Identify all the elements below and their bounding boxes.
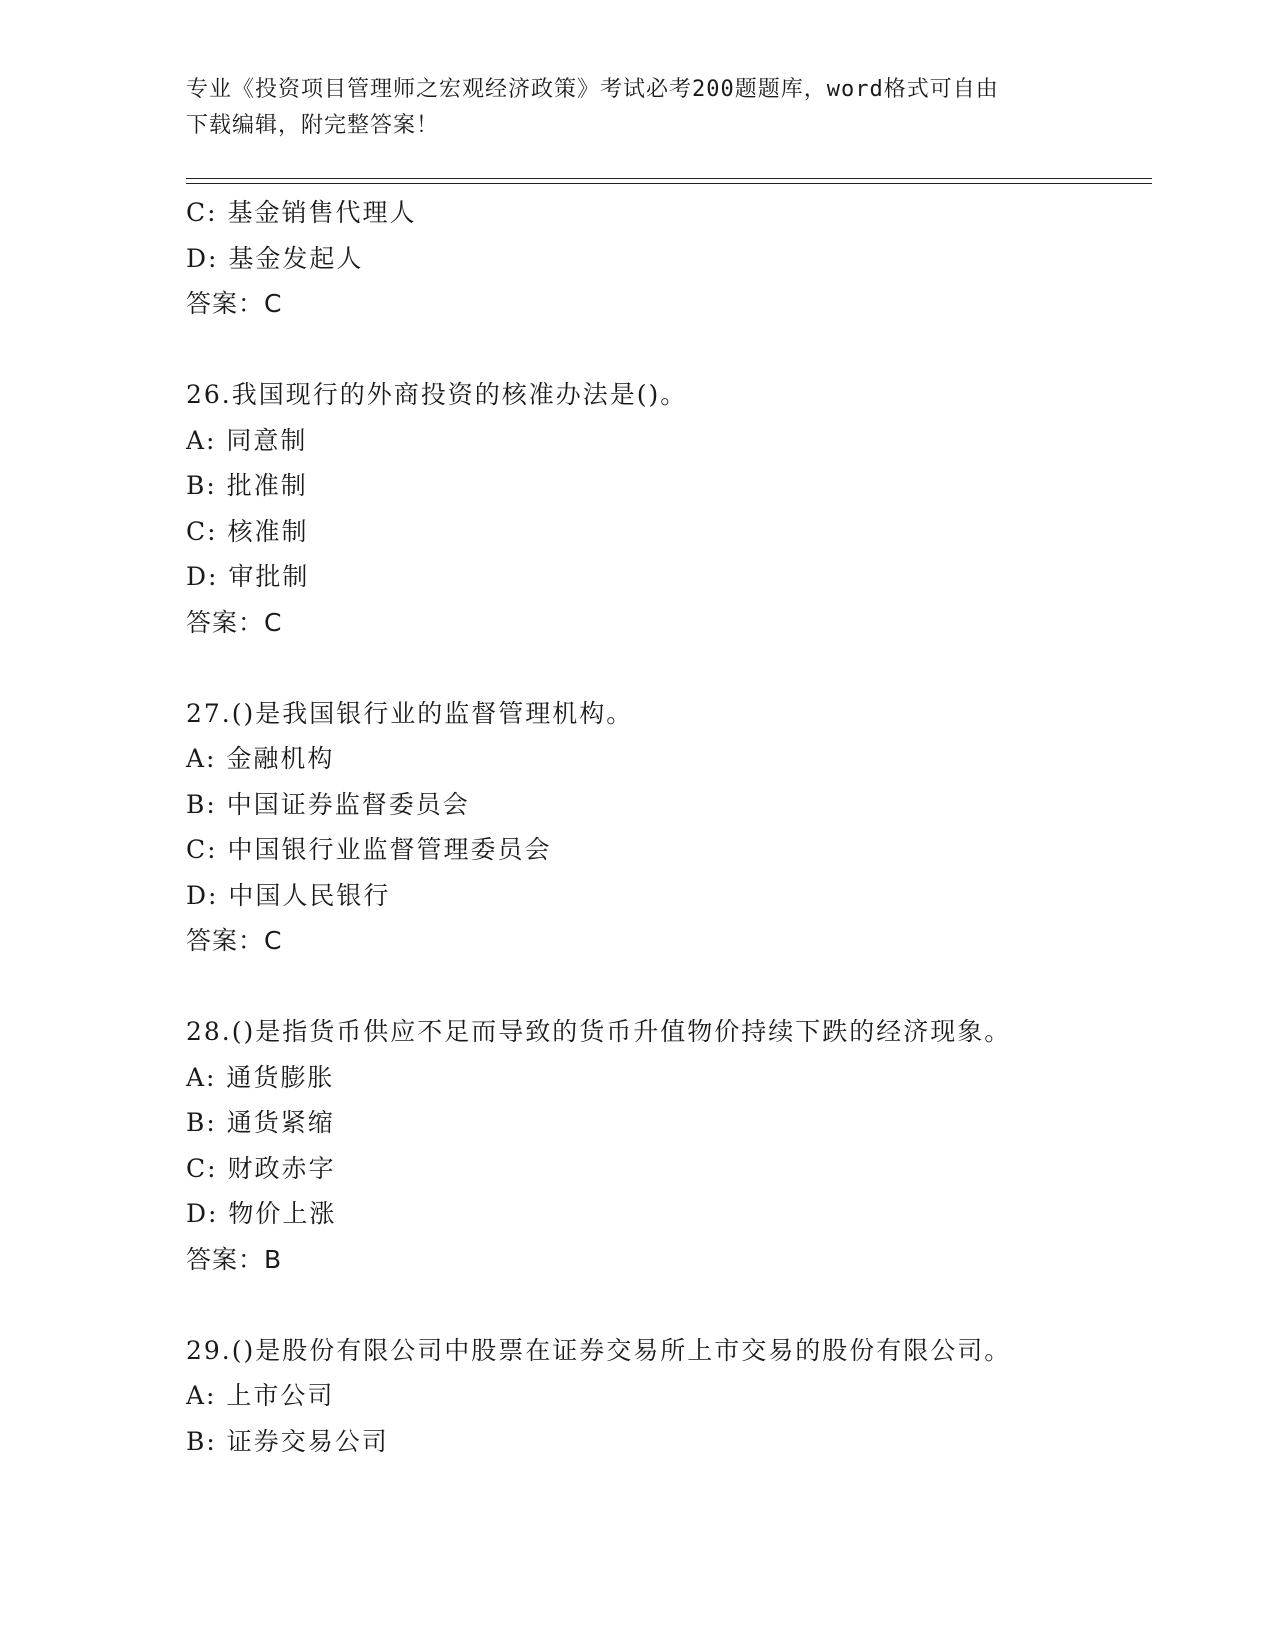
q26-option-b: B: 批准制 [186, 471, 308, 500]
header-divider-top [186, 178, 1152, 179]
q26-option-a: A: 同意制 [186, 425, 308, 455]
header-divider-bottom [186, 183, 1152, 184]
spacer [186, 327, 1166, 373]
q27-answer: 答案：C [186, 926, 283, 955]
q26-option-c: C: 核准制 [186, 516, 309, 546]
q26-answer: 答案：C [186, 607, 283, 637]
q25-answer: 答案：C [186, 289, 283, 318]
spacer [186, 645, 1166, 691]
q28-option-b: B: 通货紧缩 [186, 1108, 335, 1137]
q28-option-c: C: 财政赤字 [186, 1153, 336, 1183]
q26-stem: 26.我国现行的外商投资的核准办法是()。 [186, 380, 688, 409]
spacer [186, 964, 1166, 1010]
q27-stem: 27.()是我国银行业的监督管理机构。 [186, 698, 634, 728]
q29-option-a: A: 上市公司 [186, 1381, 335, 1410]
q27-option-a: A: 金融机构 [186, 744, 335, 773]
q25-option-c: C: 基金销售代理人 [186, 198, 417, 227]
question-list [186, 190, 1166, 1464]
header-title-line-2: 下载编辑，附完整答案！ [186, 113, 440, 138]
document-header [186, 72, 1086, 144]
q27-option-d: D: 中国人民银行 [186, 880, 391, 910]
q25-option-d: D: 基金发起人 [186, 243, 364, 273]
spacer [186, 1282, 1166, 1328]
q29-option-b: B: 证券交易公司 [186, 1426, 389, 1456]
q28-answer: 答案：B [186, 1244, 283, 1274]
q28-option-d: D: 物价上涨 [186, 1199, 337, 1228]
q27-option-b: B: 中国证券监督委员会 [186, 789, 470, 819]
q28-option-a: A: 通货膨胀 [186, 1062, 335, 1092]
q28-stem: 28.()是指货币供应不足而导致的货币升值物价持续下跌的经济现象。 [186, 1017, 1012, 1046]
q26-option-d: D: 审批制 [186, 562, 310, 591]
q29-stem: 29.()是股份有限公司中股票在证券交易所上市交易的股份有限公司。 [186, 1335, 1012, 1365]
q27-option-c: C: 中国银行业监督管理委员会 [186, 835, 552, 864]
header-title-line-1: 专业《投资项目管理师之宏观经济政策》考试必考200题题库，word格式可自由 [186, 77, 999, 102]
